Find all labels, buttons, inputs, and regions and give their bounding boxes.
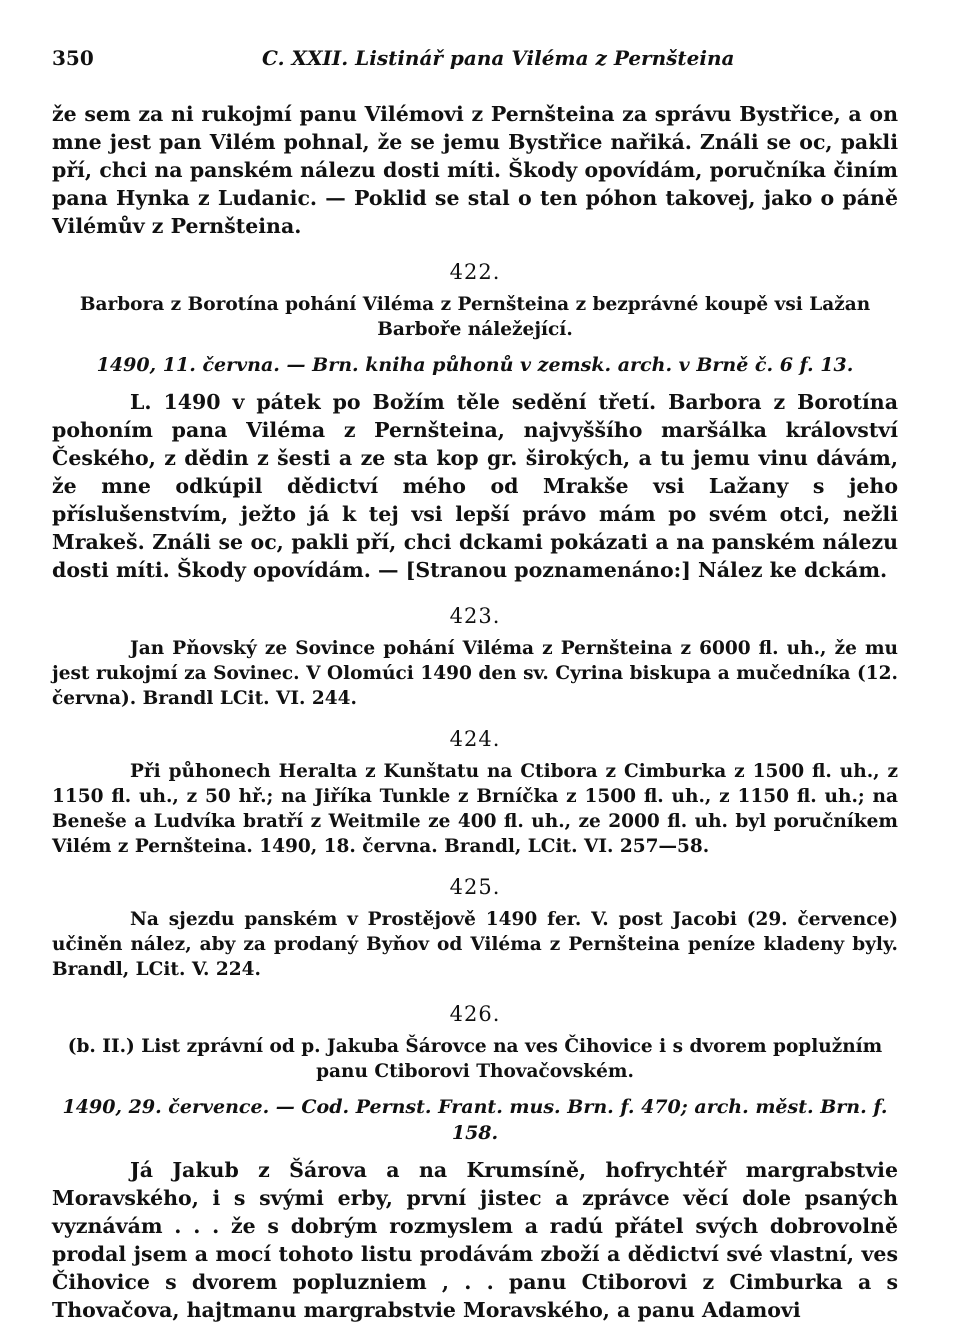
page-content bbox=[52, 100, 898, 1324]
entry-426-summary: (b. II.) List zprávní od p. Jakuba Šárovce na ves Čihovice i s dvorem poplužním panu Ctiborovi Thovačovském. bbox=[67, 1036, 883, 1082]
page-header bbox=[52, 46, 908, 76]
running-title: C. XXII. Listinář pana Viléma z Pernšteina bbox=[262, 46, 735, 70]
entry-424-summary: Při půhonech Heralta z Kunštatu na Ctibora z Cimburka z 1500 fl. uh., z 1150 fl. uh., z 50 hř.; na Jiříka Tunkle z Brníčka z 1500 fl. uh., z 1150 fl. uh.; na Beneše a Ludvíka bratří z Weitmile ze 400 fl. uh., ze 2000 fl. uh. byl poručníkem Vilém z Pernšteina. 1490, 18. června. Brandl, LCit. VI. 257—58. bbox=[52, 761, 898, 857]
entry-422-date-source: 1490, 11. června. — Brn. kniha půhonů v zemsk. arch. v Brně č. 6 f. 13. bbox=[96, 354, 854, 376]
entry-426-text: Já Jakub z Šárova a na Krumsíně, hofrychtéř margrabstvie Moravského, i s svými erby, první jistec a zprávce věcí dole psaných vyznávám . . . že s dobrým rozmyslem a radú přátel svých dobrovolně prodal jsem a mocí tohoto listu prodávám zboží a dědictví své vlastní, ves Čihovice s dvorem popluzniem , . . panu Ctiborovi z Cimburka a s Thovačova, hajtmanu margrabstvie Moravského, a panu Adamovi bbox=[52, 1158, 898, 1322]
entry-425-summary: Na sjezdu panském v Prostějově 1490 fer. V. post Jacobi (29. července) učiněn nález, aby za prodaný Byňov od Viléma z Pernšteina peníze kladeny byly. Brandl, LCit. V. 224. bbox=[52, 909, 898, 980]
entry-426-number: 426. bbox=[449, 1002, 501, 1026]
entry-422-summary: Barbora z Borotína pohání Viléma z Pernšteina z bezprávné koupě vsi Lažan Barboře náležející. bbox=[79, 294, 871, 340]
entry-425-number: 425. bbox=[449, 875, 501, 899]
entry-424-number: 424. bbox=[449, 727, 501, 751]
entry-422-text: L. 1490 v pátek po Božím těle sedění třetí. Barbora z Borotína pohoním pana Viléma z Pernšteina, najvyššího maršálka království Českého, z dědin z šesti a ze sta kop gr. širokých, a tu jemu vinu dávám, že mne odkúpil dědictví mého od Mrakše vsi Lažany s jeho příslušenstvím, ježto já k tej vsi lepší právo mám po svém otci, nežli Mrakeš. Ználi se oc, pakli pří, chci dckami pokázati a na panském nálezu dosti míti. Škody opovídám. — [Stranou poznamenáno:] Nález ke dckám. bbox=[52, 390, 898, 582]
entry-423-number: 423. bbox=[449, 604, 501, 628]
entry-422-number: 422. bbox=[449, 260, 501, 284]
continuation-paragraph: že sem za ni rukojmí panu Vilémovi z Pernšteina za správu Bystřice, a on mne jest pan Vilém pohnal, že se jemu Bystřice nařiká. Ználi se oc, pakli pří, chci na panském nálezu dosti míti. Škody opovídám, poručníka činím pana Hynka z Ludanic. — Poklid se stal o ten póhon takovej, jako o páně Vilémův z Pernšteina. bbox=[52, 102, 898, 238]
page-number: 350 bbox=[52, 46, 94, 70]
entry-426-date-source: 1490, 29. července. — Cod. Pernst. Frant. mus. Brn. f. 470; arch. měst. Brn. f. 158. bbox=[62, 1096, 888, 1144]
entry-423-summary: Jan Pňovský ze Sovince pohání Viléma z Pernšteina z 6000 fl. uh., že mu jest rukojmí za Sovinec. V Olomúci 1490 den sv. Cyrina biskupa a mučedníka (12. června). Brandl LCit. VI. 244. bbox=[52, 638, 898, 709]
